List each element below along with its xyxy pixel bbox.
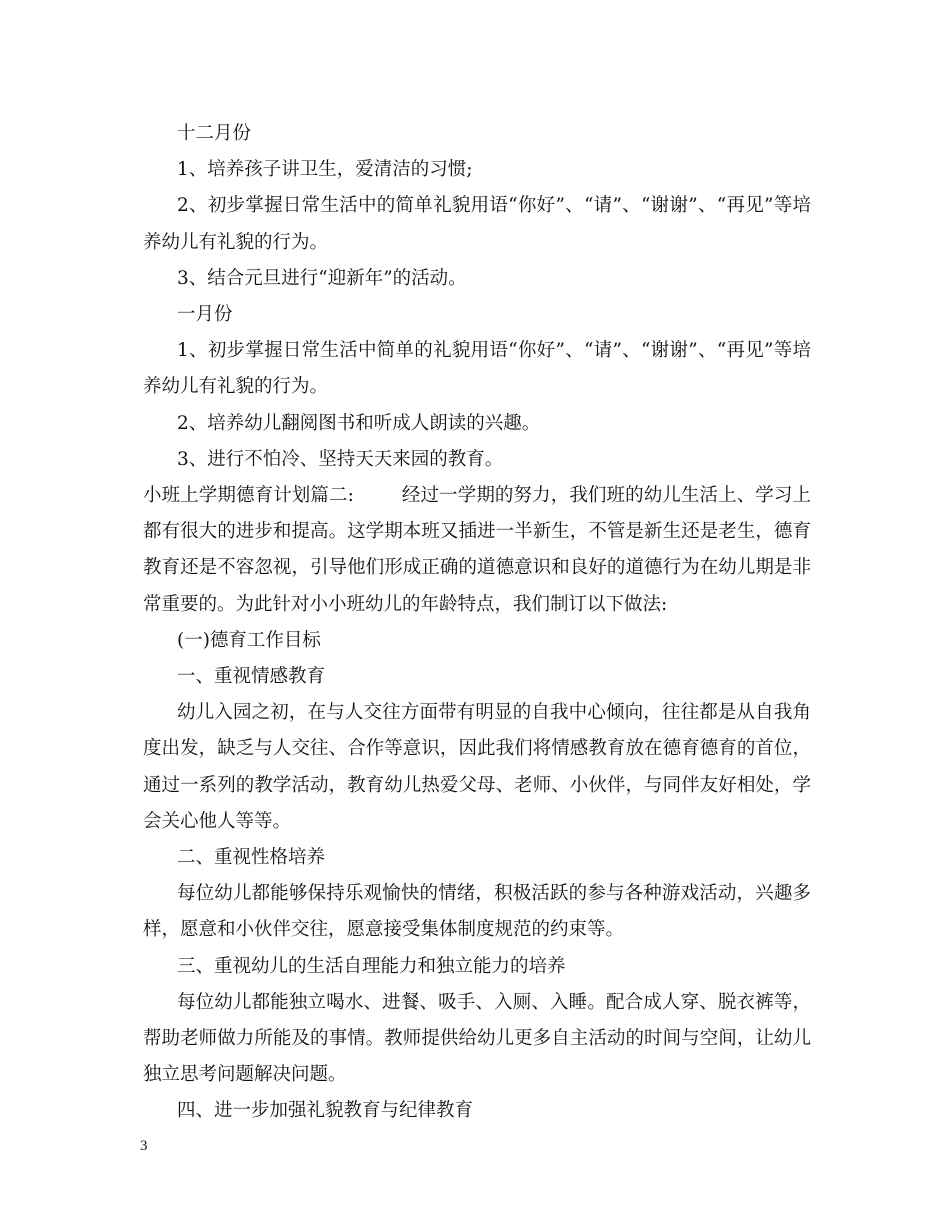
paragraph: 每位幼儿都能独立喝水、进餐、吸手、入厕、入睡。配合成人穿、脱衣裤等，帮助老师做力所能及的事情。教师提供给幼儿更多自主活动的时间与空间，让幼儿独立思考问题解决问题。 xyxy=(143,991,811,1086)
paragraph: 1、培养孩子讲卫生，爱清洁的习惯; xyxy=(177,159,473,181)
subheading: 四、进一步加强礼貌教育与纪律教育 xyxy=(177,1100,474,1122)
paragraph: 幼儿入园之初，在与人交往方面带有明显的自我中心倾向，往往都是从自我角度出发，缺乏与人交往、合作等意识，因此我们将情感教育放在德育德育的首位，通过一系列的教学活动，教育幼儿热爱父母、老师、小伙伴，与同伴友好相处，学会关心他人等等。 xyxy=(143,702,811,832)
paragraph: 2、初步掌握日常生活中的简单礼貌用语“你好”、“请”、“谢谢”、“再见”等培养幼儿有礼貌的行为。 xyxy=(143,195,811,253)
page-number: 3 xyxy=(140,1138,148,1154)
subheading: 一、重视情感教育 xyxy=(177,666,326,688)
month-heading-december: 十二月份 xyxy=(177,123,252,144)
subheading: 三、重视幼儿的生活自理能力和独立能力的培养 xyxy=(177,955,566,977)
section-heading: 小班上学期德育计划篇二: xyxy=(143,485,354,507)
paragraph: 3、结合元旦进行“迎新年”的活动。 xyxy=(177,267,467,289)
paragraph: 1、初步掌握日常生活中简单的礼貌用语“你好”、“请”、“谢谢”、“再见”等培养幼儿有礼貌的行为。 xyxy=(143,340,811,398)
month-heading-january: 一月份 xyxy=(177,304,233,326)
subheading: 二、重视性格培养 xyxy=(177,847,326,869)
document-body xyxy=(143,116,811,1130)
paragraph: 3、进行不怕冷、坚持天天来园的教育。 xyxy=(177,448,504,470)
subheading: (一)德育工作目标 xyxy=(177,629,321,651)
paragraph: 每位幼儿都能够保持乐观愉快的情绪，积极活跃的参与各种游戏活动，兴趣多样，愿意和小伙伴交往，愿意接受集体制度规范的约束等。 xyxy=(143,883,811,941)
section-intro-text: 经过一学期的努力，我们班的幼儿生活上、学习上都有很大的进步和提高。这学期本班又插进一半新生，不管是新生还是老生，德育教育还是不容忽视，引导他们形成正确的道德意识和良好的道德行为在幼儿期是非常重要的。为此针对小小班幼儿的年龄特点，我们制订以下做法: xyxy=(143,485,811,615)
paragraph: 2、培养幼儿翻阅图书和听成人朗读的兴趣。 xyxy=(177,412,541,434)
section-paragraph xyxy=(143,478,811,623)
